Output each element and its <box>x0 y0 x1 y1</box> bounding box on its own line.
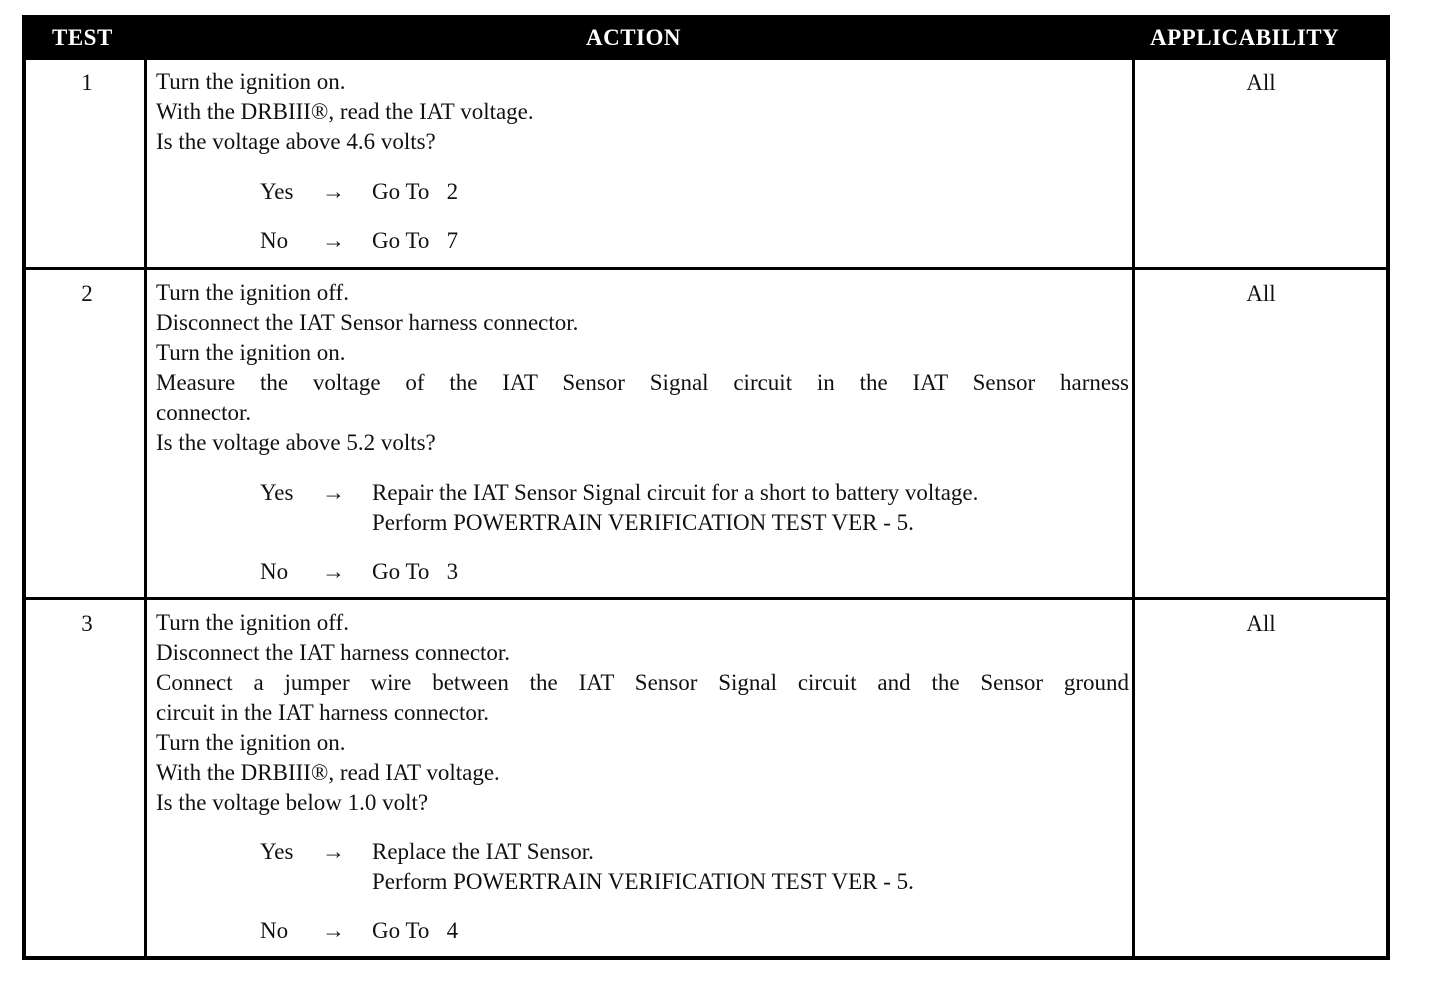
action-step: Is the voltage above 4.6 volts? <box>156 129 436 154</box>
arrow-right-icon: → <box>322 559 345 584</box>
test-number: 2 <box>81 281 93 306</box>
yes-label: Yes <box>260 179 294 204</box>
action-step: Measure the voltage of the IAT Sensor Signal circuit in the IAT Sensor harness <box>156 370 1129 395</box>
action-step: Is the voltage above 5.2 volts? <box>156 430 436 455</box>
diagnostic-test-table <box>22 15 1390 960</box>
action-step: Turn the ignition off. <box>156 610 349 635</box>
no-label: No <box>260 559 289 584</box>
yes-result: Replace the IAT Sensor. Perform POWERTRAIN VERIFICATION TEST VER - 5. <box>372 839 914 894</box>
no-response <box>260 557 1120 587</box>
action-step: connector. <box>156 400 252 425</box>
applicability-value: All <box>1246 281 1276 306</box>
yes-response <box>260 177 1120 207</box>
row-divider <box>26 597 1386 600</box>
no-label: No <box>260 918 289 943</box>
arrow-right-icon: → <box>322 918 345 943</box>
applicability-value: All <box>1246 70 1276 95</box>
row-divider <box>26 267 1386 270</box>
arrow-right-icon: → <box>322 179 345 204</box>
action-step: With the DRBIII®, read the IAT voltage. <box>156 99 534 124</box>
no-result: Go To 3 <box>372 559 459 584</box>
yes-result: Go To 2 <box>372 179 459 204</box>
arrow-right-icon: → <box>322 228 345 253</box>
action-step: Turn the ignition on. <box>156 69 346 94</box>
arrow-right-icon: → <box>322 839 345 864</box>
yes-label: Yes <box>260 839 294 864</box>
test-number: 1 <box>81 70 93 95</box>
applicability-value: All <box>1246 611 1276 636</box>
action-step: Turn the ignition off. <box>156 280 349 305</box>
action-steps <box>156 67 1129 157</box>
header-applicability: APPLICABILITY <box>1150 25 1340 50</box>
table-header <box>26 19 1386 60</box>
action-step: circuit in the IAT harness connector. <box>156 700 489 725</box>
no-label: No <box>260 228 289 253</box>
action-step: With the DRBIII®, read IAT voltage. <box>156 760 500 785</box>
yes-response <box>260 837 1140 897</box>
action-steps <box>156 608 1129 818</box>
header-test: TEST <box>52 25 113 50</box>
arrow-right-icon: → <box>322 480 345 505</box>
column-divider <box>144 60 147 956</box>
yes-label: Yes <box>260 480 294 505</box>
header-action: ACTION <box>586 25 682 50</box>
test-number: 3 <box>81 611 93 636</box>
action-step: Turn the ignition on. <box>156 730 346 755</box>
action-steps <box>156 278 1129 458</box>
yes-response <box>260 478 1140 538</box>
action-step: Connect a jumper wire between the IAT Sensor Signal circuit and the Sensor ground <box>156 670 1129 695</box>
no-response <box>260 916 1120 946</box>
action-step: Disconnect the IAT harness connector. <box>156 640 511 665</box>
action-step: Disconnect the IAT Sensor harness connector. <box>156 310 579 335</box>
no-response <box>260 226 1120 256</box>
action-step: Turn the ignition on. <box>156 340 346 365</box>
no-result: Go To 7 <box>372 228 459 253</box>
action-step: Is the voltage below 1.0 volt? <box>156 790 429 815</box>
yes-result: Repair the IAT Sensor Signal circuit for a short to battery voltage. Perform POWERTRAIN VERIFICATION TEST VER - 5. <box>372 480 979 535</box>
no-result: Go To 4 <box>372 918 459 943</box>
